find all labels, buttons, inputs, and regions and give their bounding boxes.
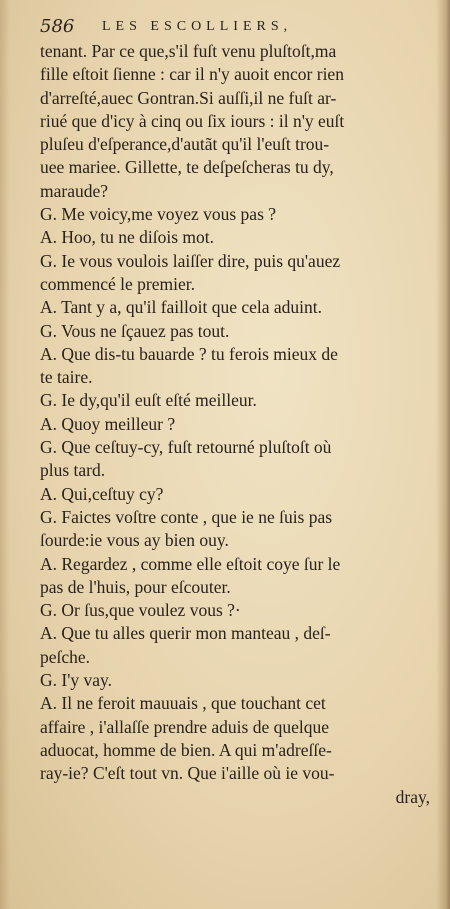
text-line: A. Que dis-tu bauarde ? tu ferois mieux de <box>40 343 338 364</box>
text-line: pas de l'huis, pour eſcouter. <box>40 576 231 597</box>
text-line: A. Il ne feroit mauuais , que touchant cet <box>40 693 326 714</box>
page-shadow-left <box>0 0 10 909</box>
page-header <box>40 16 424 40</box>
text-line: G. Ie vous voulois laiſſer dire, puis qu'auez <box>40 250 341 271</box>
text-line: A. Regardez , comme elle eſtoit coye ſur le <box>40 553 341 574</box>
text-line: G. Vous ne ſçauez pas tout. <box>40 320 230 341</box>
text-line: uee mariee. Gillette, te deſpeſcheras tu dy, <box>40 157 334 178</box>
text-line: commencé le premier. <box>40 273 195 294</box>
text-line: G. Me voicy,me voyez vous pas ? <box>40 204 277 225</box>
text-line: dray, <box>395 786 430 807</box>
text-line: G. Or ſus,que voulez vous ?· <box>40 600 241 621</box>
text-line: te taire. <box>40 367 93 388</box>
text-line: ſourde:ie vous ay bien ouy. <box>40 530 229 551</box>
text-line: maraude? <box>40 180 109 201</box>
text-line: tenant. Par ce que,s'il fuſt venu pluſtoſt,ma <box>40 41 337 61</box>
page-shadow-right <box>436 0 450 909</box>
text-line: peſche. <box>40 646 91 667</box>
text-line: A. Tant y a, qu'il failloit que cela aduint. <box>40 297 323 318</box>
running-head: LES ESCOLLIERS, <box>102 19 293 34</box>
page-number: 586 <box>40 16 75 37</box>
text-line: G. Que ceſtuy-cy, fuſt retourné pluſtoſt où <box>40 437 332 458</box>
text-line: A. Hoo, tu ne diſois mot. <box>40 227 215 248</box>
text-line: pluſeu d'eſperance,d'autãt qu'il l'euſt trou- <box>40 134 330 155</box>
text-line: A. Qui,ceſtuy cy? <box>40 483 164 504</box>
text-line: d'arreſté,auec Gontran.Si auſſi,il ne fuſt ar- <box>40 87 337 108</box>
text-line: aduocat, homme de bien. A qui m'adreſſe- <box>40 739 332 760</box>
text-line: riué que d'icy à cinq ou ſix iours : il n'y euſt <box>40 110 345 131</box>
text-line: plus tard. <box>40 460 106 481</box>
text-line: G. Ie dy,qu'il euſt eſté meilleur. <box>40 390 257 411</box>
text-line: fille eſtoit ſienne : car il n'y auoit encor rien <box>40 64 344 85</box>
text-line: G. Faictes voſtre conte , que ie ne ſuis pas <box>40 506 333 527</box>
text-line: A. Que tu alles querir mon manteau , deſ- <box>40 623 331 644</box>
text-line: A. Quoy meilleur ? <box>40 413 176 434</box>
text-line: G. I'y vay. <box>40 670 112 691</box>
text-line: ray-ie? C'eſt tout vn. Que i'aille où ie vou- <box>40 763 335 784</box>
body-text <box>40 40 430 809</box>
text-line: affaire , i'allaſſe prendre aduis de quelque <box>40 716 330 737</box>
